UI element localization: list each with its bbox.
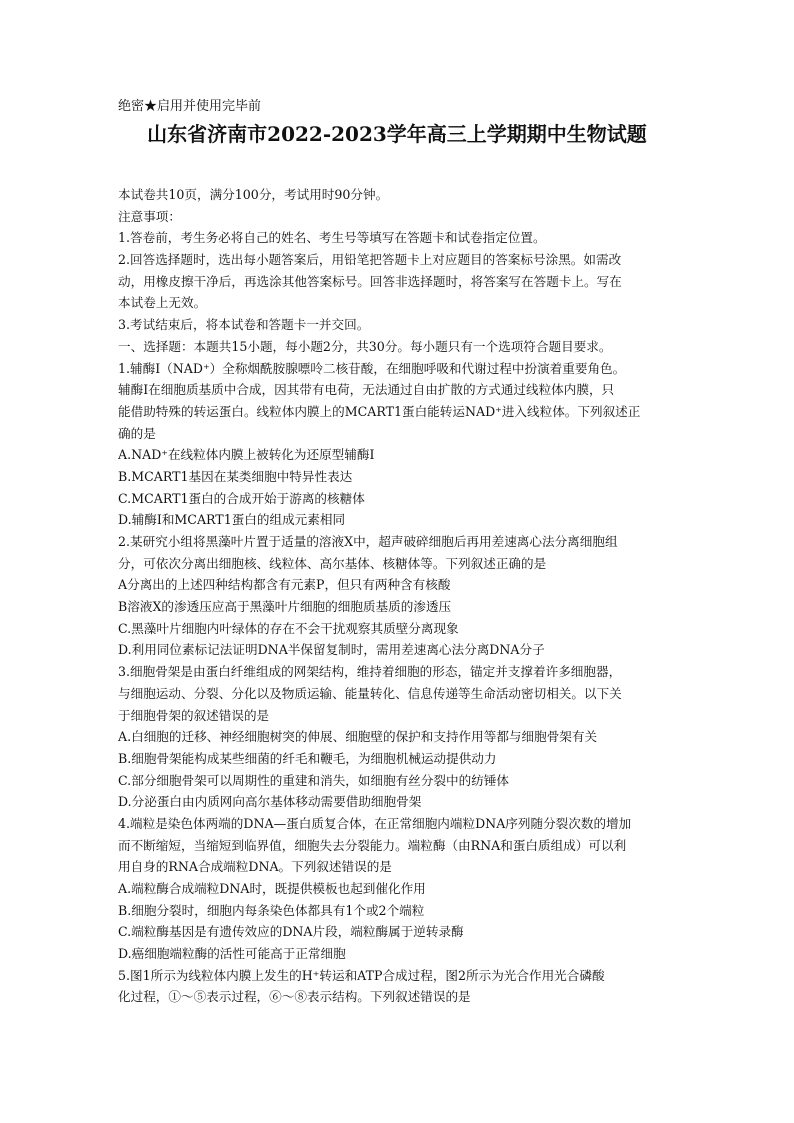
text-line: B.MCART1基因在某类细胞中特异性表达 — [118, 468, 353, 484]
text-line: A.NAD⁺在线粒体内膜上被转化为还原型辅酶Ⅰ — [118, 447, 375, 463]
page-title: 山东省济南市2022-2023学年高三上学期期中生物试题 — [147, 122, 647, 146]
text-line: 注意事项： — [118, 208, 181, 224]
text-line: 4.端粒是染色体两端的DNA—蛋白质复合体，在正常细胞内端粒DNA序列随分裂次数的增加 — [118, 815, 632, 831]
text-line: 而不断缩短，当缩短到临界值，细胞失去分裂能力。端粒酶（由RNA和蛋白质组成）可以利 — [118, 837, 627, 853]
text-line: A.端粒酶合成端粒DNA时，既提供模板也起到催化作用 — [118, 881, 426, 896]
text-line: C.MCART1蛋白的合成开始于游离的核糖体 — [118, 490, 365, 506]
text-line: B溶液X的渗透压应高于黑藻叶片细胞的细胞质基质的渗透压 — [118, 599, 452, 615]
text-line: 用自身的RNA合成端粒DNA。下列叙述错误的是 — [118, 859, 392, 875]
text-line: 1.辅酶Ⅰ（NAD⁺）全称烟酰胺腺嘌呤二核苷酸，在细胞呼吸和代谢过程中扮演着重要角色。 — [118, 360, 626, 376]
text-line: 与细胞运动、分裂、分化以及物质运输、能量转化、信息传递等生命活动密切相关。以下关 — [118, 685, 622, 701]
confidential-label: 绝密★启用并使用完毕前 — [118, 99, 262, 114]
text-line: B.细胞骨架能构成某些细菌的纤毛和鞭毛，为细胞机械运动提供动力 — [118, 750, 497, 766]
text-line: 3.细胞骨架是由蛋白纤维组成的网架结构，维持着细胞的形态，锚定并支撑着许多细胞器， — [118, 664, 622, 680]
text-line: 确的是 — [118, 425, 156, 441]
text-line: C.黑藻叶片细胞内叶绿体的存在不会干扰观察其质壁分离现象 — [118, 620, 459, 636]
text-line: D.利用同位素标记法证明DNA半保留复制时，需用差速离心法分离DNA分子 — [118, 642, 545, 658]
exam-body — [118, 184, 682, 1008]
text-line: 化过程，①～⑤表示过程，⑥～⑧表示结构。下列叙述错误的是 — [118, 989, 471, 1005]
text-line: D.辅酶Ⅰ和MCART1蛋白的组成元素相同 — [118, 512, 346, 528]
text-line: 本试卷共10页，满分100分，考试用时90分钟。 — [118, 187, 389, 202]
text-line: 辅酶Ⅰ在细胞质基质中合成，因其带有电荷，无法通过自由扩散的方式通过线粒体内膜，只 — [118, 382, 615, 398]
text-line: 分，可依次分离出细胞核、线粒体、高尔基体、核糖体等。下列叙述正确的是 — [118, 555, 547, 571]
text-line: 5.图1所示为线粒体内膜上发生的H⁺转运和ATP合成过程，图2所示为光合作用光合磷酸 — [118, 967, 605, 983]
text-line: 于细胞骨架的叙述错误的是 — [118, 707, 270, 723]
text-line: B.细胞分裂时，细胞内每条染色体都具有1个或2个端粒 — [118, 902, 425, 918]
text-line: D.分泌蛋白由内质网向高尔基体移动需要借助细胞骨架 — [118, 794, 422, 810]
text-line: C.部分细胞骨架可以周期性的重建和消失，如细胞有丝分裂中的纺锤体 — [118, 772, 510, 788]
text-line: 2.回答选择题时，选出每小题答案后，用铅笔把答题卡上对应题目的答案标号涂黑。如需改 — [118, 252, 622, 268]
text-line: 1.答卷前，考生务必将自己的姓名、考生号等填写在答题卡和试卷指定位置。 — [118, 230, 546, 246]
text-line: 本试卷上无效。 — [118, 295, 207, 311]
text-line: C.端粒酶基因是有遗传效应的DNA片段，端粒酶属于逆转录酶 — [118, 924, 464, 940]
text-line: 2.某研究小组将黑藻叶片置于适量的溶液X中，超声破碎细胞后再用差速离心法分离细胞组 — [118, 534, 618, 549]
text-line: D.癌细胞端粒酶的活性可能高于正常细胞 — [118, 946, 346, 962]
text-line: 3.考试结束后，将本试卷和答题卡一并交回。 — [118, 317, 370, 333]
text-line: 动，用橡皮擦干净后，再选涂其他答案标号。回答非选择题时，将答案写在答题卡上。写在 — [118, 273, 622, 289]
text-line: A分离出的上述四种结构都含有元素P，但只有两种含有核酸 — [118, 577, 451, 593]
text-line: A.白细胞的迁移、神经细胞树突的伸展、细胞壁的保护和支持作用等都与细胞骨架有关 — [118, 729, 598, 745]
text-line: 一、选择题：本题共15小题，每小题2分，共30分。每小题只有一个选项符合题目要求。 — [118, 338, 612, 354]
text-line: 能借助特殊的转运蛋白。线粒体内膜上的MCART1蛋白能转运NAD⁺进入线粒体。下列叙述正 — [118, 403, 641, 419]
